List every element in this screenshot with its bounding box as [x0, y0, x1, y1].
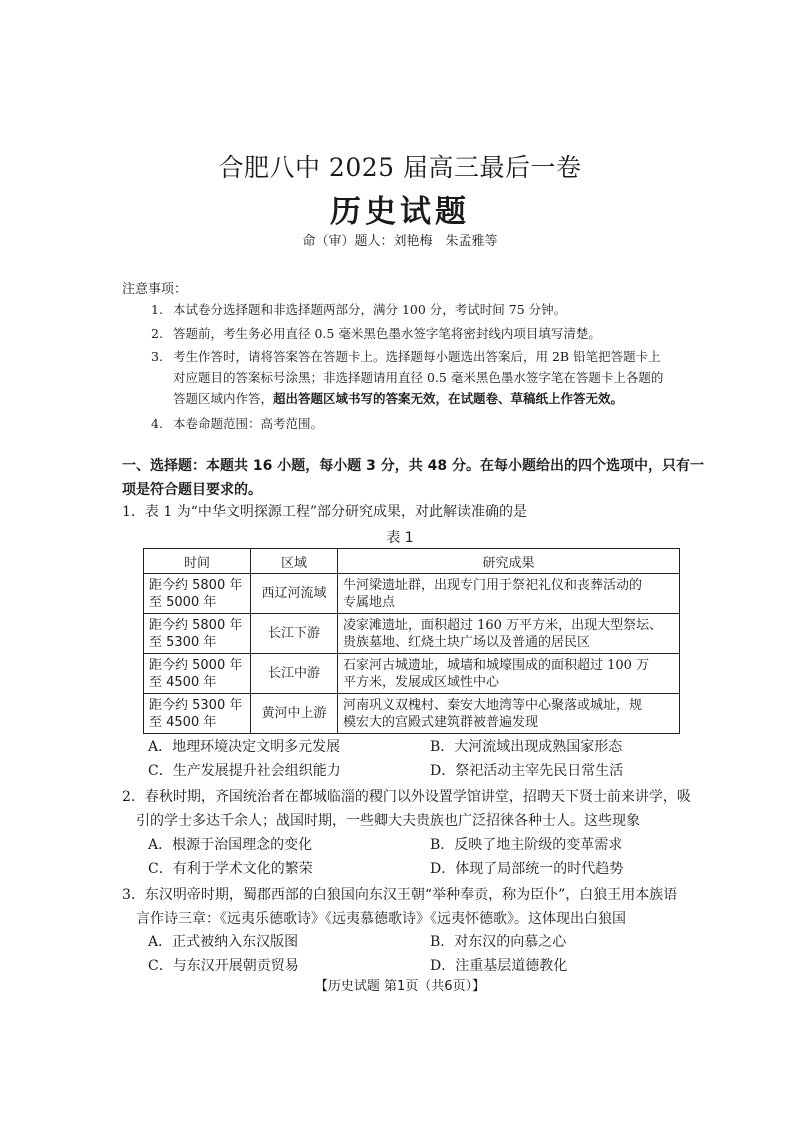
note-number: 4. [151, 416, 163, 431]
q2-option-a[interactable]: A．根源于治国理念的变化 [148, 837, 313, 853]
question-2-line-2: 引的学士多达千余人；战国时期，一些卿大夫贵族也广泛招徕各种士人。这些现象 [136, 813, 640, 829]
question-3-line-1: 3．东汉明帝时期，蜀郡西部的白狼国向东汉王朝“举种奉贡，称为臣仆”，白狼王用本族语 [122, 887, 678, 903]
table-cell-region: 长江下游 [251, 614, 338, 654]
q3-option-a[interactable]: A．正式被纳入东汉版图 [148, 934, 299, 950]
table-caption: 表 1 [386, 530, 414, 546]
note-item-3 [151, 347, 661, 365]
q3-option-b[interactable]: B．对东汉的向慕之心 [430, 934, 567, 950]
table-cell-result [338, 614, 680, 654]
result-line: 凌家滩遗址，面积超过 160 万平方米，出现大型祭坛、 [343, 617, 663, 633]
subject-title: 历史试题 [330, 194, 470, 230]
question-1-stem: 1．表 1 为“中华文明探源工程”部分研究成果，对此解读准确的是 [122, 504, 528, 520]
note-number: 1. [151, 302, 163, 317]
section-heading [122, 454, 704, 502]
table-cell-region: 西辽河流域 [251, 574, 338, 614]
note-text: 答题区域内作答， [173, 391, 274, 406]
result-line: 河南巩义双槐村、秦安大地湾等中心聚落或城址，规 [343, 697, 643, 713]
result-line: 贵族墓地、红烧土块广场以及普通的居民区 [343, 634, 591, 650]
result-line: 石家河古城遗址，城墙和城壕围成的面积超过 100 万 [343, 657, 650, 673]
q2-option-b[interactable]: B．反映了地主阶级的变革需求 [430, 837, 623, 853]
table-header-row [144, 549, 680, 574]
table-row [144, 694, 680, 734]
table-header-time: 时间 [144, 549, 251, 574]
section-heading-line-1: 一、选择题：本题共 16 小题，每小题 3 分，共 48 分。在每小题给出的四个选项中，只有一 [122, 458, 704, 474]
note-item-3-line-2: 对应题目的答案标号涂黑；非选择题请用直径 0.5 毫米黑色墨水签字笔在答题卡上各题的 [173, 370, 664, 385]
question-3-line-2: 言作诗三章：《远夷乐德歌诗》《远夷慕德歌诗》《远夷怀德歌》。这体现出白狼国 [136, 911, 626, 927]
time-line: 至 4500 年 [149, 674, 217, 690]
table-cell-result [338, 654, 680, 694]
table-cell-time [144, 574, 251, 614]
table-cell-time [144, 614, 251, 654]
note-emphasis: 超出答题区域书写的答案无效，在试题卷、草稿纸上作答无效。 [273, 391, 624, 406]
q1-option-c[interactable]: C．生产发展提升社会组织能力 [148, 763, 341, 779]
table-header-region: 区域 [251, 549, 338, 574]
note-number: 2. [151, 326, 163, 341]
note-item-1 [151, 300, 566, 318]
table-cell-time [144, 654, 251, 694]
result-line: 专属地点 [343, 594, 396, 610]
q2-option-d[interactable]: D．体现了局部统一的时代趋势 [430, 861, 624, 877]
exam-title: 合肥八中 2025 届高三最后一卷 [218, 153, 582, 182]
page-footer: 【历史试题 第1页（共6页）】 [314, 979, 486, 994]
q1-option-b[interactable]: B．大河流域出现成熟国家形态 [430, 739, 623, 755]
research-table [143, 548, 680, 734]
note-text: 本卷命题范围：高考范围。 [173, 416, 324, 431]
note-item-4 [151, 414, 323, 432]
note-number: 3. [151, 349, 163, 364]
note-text: 答题前，考生务必用直径 0.5 毫米黑色墨水签字笔将密封线内项目填写清楚。 [173, 326, 601, 341]
result-line: 模宏大的宫殿式建筑群被普遍发现 [343, 714, 539, 730]
q1-option-d[interactable]: D．祭祀活动主宰先民日常生活 [430, 763, 624, 779]
note-item-3-line-3 [173, 389, 623, 407]
notes-heading: 注意事项： [122, 282, 188, 297]
authors-line: 命（审）题人：刘艳梅 朱孟雅等 [302, 234, 498, 249]
table-cell-region: 黄河中上游 [251, 694, 338, 734]
table-row [144, 574, 680, 614]
time-line: 距今约 5000 年 [149, 657, 243, 673]
time-line: 距今约 5300 年 [149, 697, 243, 713]
section-heading-line-2: 项是符合题目要求的。 [122, 482, 262, 498]
table-cell-region: 长江中游 [251, 654, 338, 694]
result-line: 平方米，发展成区域性中心 [343, 674, 500, 690]
table-cell-time [144, 694, 251, 734]
time-line: 至 5300 年 [149, 634, 217, 650]
q1-option-a[interactable]: A．地理环境决定文明多元发展 [148, 739, 341, 755]
q3-option-c[interactable]: C．与东汉开展朝贡贸易 [148, 958, 299, 974]
time-line: 距今约 5800 年 [149, 577, 243, 593]
note-item-2 [151, 324, 601, 342]
table-cell-result [338, 574, 680, 614]
table-row [144, 614, 680, 654]
time-line: 至 5000 年 [149, 594, 217, 610]
table-cell-result [338, 694, 680, 734]
q3-option-d[interactable]: D．注重基层道德教化 [430, 958, 568, 974]
result-line: 牛河梁遗址群，出现专门用于祭祀礼仪和丧葬活动的 [343, 577, 643, 593]
time-line: 距今约 5800 年 [149, 617, 243, 633]
note-text: 考生作答时，请将答案答在答题卡上。选择题每小题选出答案后，用 2B 铅笔把答题卡上 [173, 349, 661, 364]
q2-option-c[interactable]: C．有利于学术文化的繁荣 [148, 861, 313, 877]
time-line: 至 4500 年 [149, 714, 217, 730]
table-row [144, 654, 680, 694]
note-text: 本试卷分选择题和非选择题两部分，满分 100 分，考试时间 75 分钟。 [173, 302, 567, 317]
table-header-result: 研究成果 [338, 549, 680, 574]
question-2-line-1: 2．春秋时期，齐国统治者在都城临淄的稷门以外设置学馆讲堂，招聘天下贤士前来讲学，吸 [122, 789, 691, 805]
